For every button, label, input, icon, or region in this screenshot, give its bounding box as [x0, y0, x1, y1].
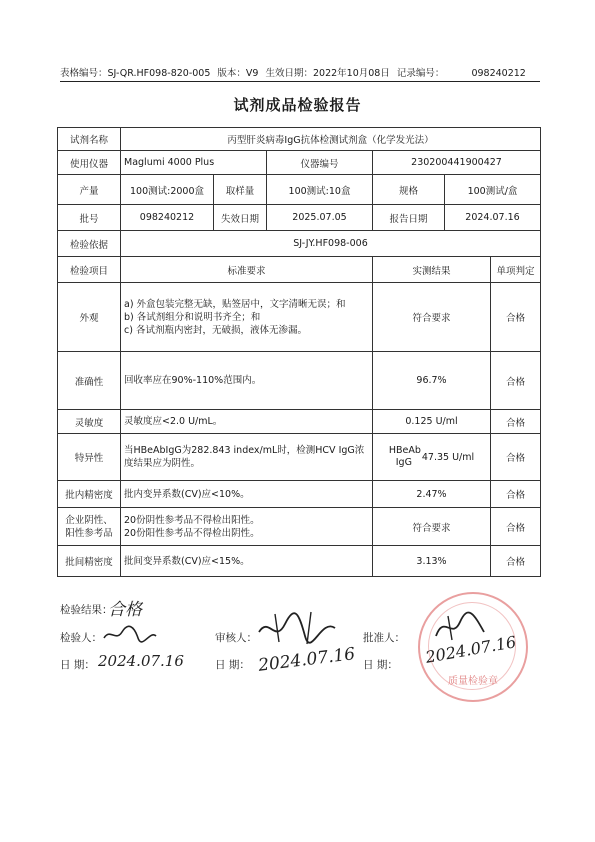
- date-label-reviewer: 日 期：: [215, 659, 250, 671]
- conclusion-label: 检验结果：: [60, 604, 113, 616]
- approver-date-handwritten: 2024.07.16: [424, 632, 518, 667]
- report-table: [57, 127, 541, 577]
- item-intra-batch: 批内精密度: [58, 481, 121, 508]
- reviewer-label: 审核人：: [215, 632, 257, 644]
- row-basis: [58, 231, 541, 257]
- basis: SJ-JY.HF098-006: [121, 231, 541, 257]
- table-row-accuracy: [58, 352, 541, 410]
- row-yield: [58, 175, 541, 205]
- item-accuracy: 准确性: [58, 352, 121, 410]
- req-inter-batch: 批间变异系数(CV)应<15%。: [121, 546, 373, 577]
- result-specificity-value: 47.35 U/ml: [421, 451, 475, 463]
- table-row-reference: [58, 508, 541, 546]
- lot: 098240212: [121, 205, 214, 231]
- table-row-intra-batch: [58, 481, 541, 508]
- verdict-sensitivity: 合格: [491, 410, 541, 434]
- sample: 100测试:10盒: [267, 175, 373, 205]
- verdict-accuracy: 合格: [491, 352, 541, 410]
- conclusion-handwritten: 合格: [108, 600, 142, 620]
- table-row-specificity: [58, 434, 541, 481]
- req-accuracy: 回收率应在90%-110%范围内。: [121, 352, 373, 410]
- verdict-intra-batch: 合格: [491, 481, 541, 508]
- req-reference-1: 20份阴性参考品不得检出阳性。: [124, 514, 260, 526]
- report-date-label: 报告日期: [373, 205, 445, 231]
- reagent-name-label: 试剂名称: [58, 128, 121, 151]
- req-appearance-b: b) 各试剂组分和说明书齐全；和: [124, 311, 261, 323]
- col-result: 实测结果: [373, 257, 491, 283]
- req-appearance: [121, 283, 373, 352]
- result-inter-batch: 3.13%: [373, 546, 491, 577]
- inspector-label: 检验人：: [60, 632, 102, 644]
- result-specificity: [373, 434, 491, 481]
- quality-seal-text: 质量检验章: [448, 676, 498, 687]
- item-sensitivity: 灵敏度: [58, 410, 121, 434]
- item-reference: [58, 508, 121, 546]
- date-label-approver: 日 期：: [363, 659, 398, 671]
- col-standard: 标准要求: [121, 257, 373, 283]
- result-sensitivity: 0.125 U/ml: [373, 410, 491, 434]
- result-appearance: 符合要求: [373, 283, 491, 352]
- row-instrument: [58, 151, 541, 175]
- verdict-appearance: 合格: [491, 283, 541, 352]
- result-intra-batch: 2.47%: [373, 481, 491, 508]
- req-sensitivity: 灵敏度应<2.0 U/mL。: [121, 410, 373, 434]
- instrument: Maglumi 4000 Plus: [121, 151, 267, 175]
- req-reference-2: 20份阳性参考品不得检出阴性。: [124, 527, 260, 539]
- item-reference-line1: 企业阴性、: [65, 514, 113, 526]
- spec-label: 规格: [373, 175, 445, 205]
- instrument-label: 使用仪器: [58, 151, 121, 175]
- item-inter-batch: 批间精密度: [58, 546, 121, 577]
- version: 版本：V9: [217, 68, 259, 79]
- item-reference-line2: 阳性参考品: [65, 527, 113, 539]
- lot-label: 批号: [58, 205, 121, 231]
- record-number-label: 记录编号：: [396, 68, 445, 79]
- document-header: [60, 65, 540, 82]
- verdict-inter-batch: 合格: [491, 546, 541, 577]
- table-row-sensitivity: [58, 410, 541, 434]
- expiry-label: 失效日期: [214, 205, 267, 231]
- item-specificity: 特异性: [58, 434, 121, 481]
- col-item: 检验项目: [58, 257, 121, 283]
- date-label-inspector: 日 期：: [60, 659, 95, 671]
- sample-label: 取样量: [214, 175, 267, 205]
- item-appearance: 外观: [58, 283, 121, 352]
- quality-seal: [418, 592, 528, 702]
- record-number: 098240212: [471, 68, 526, 79]
- form-number: 表格编号：SJ-QR.HF098-820-005: [60, 68, 211, 79]
- report-date: 2024.07.16: [445, 205, 541, 231]
- reagent-name: 丙型肝炎病毒IgG抗体检测试剂盒（化学发光法）: [121, 128, 541, 151]
- spec: 100测试/盒: [445, 175, 541, 205]
- yield: 100测试:2000盒: [121, 175, 214, 205]
- col-verdict: 单项判定: [491, 257, 541, 283]
- req-specificity: 当HBeAbIgG为282.843 index/mL时，检测HCV IgG浓度结果应为阴性。: [121, 434, 373, 481]
- row-lot: [58, 205, 541, 231]
- reviewer-signature: [255, 608, 340, 648]
- expiry: 2025.07.05: [267, 205, 373, 231]
- instrument-no: 230200441900427: [373, 151, 541, 175]
- reviewer-date-handwritten: 2024.07.16: [257, 644, 357, 676]
- result-accuracy: 96.7%: [373, 352, 491, 410]
- inspector-date-handwritten: 2024.07.16: [98, 652, 184, 670]
- req-reference: [121, 508, 373, 546]
- approver-label: 批准人：: [363, 632, 405, 644]
- table-row-inter-batch: [58, 546, 541, 577]
- effective-date: 生效日期：2022年10月08日: [265, 68, 390, 79]
- table-column-headers: [58, 257, 541, 283]
- req-appearance-c: c) 各试剂瓶内密封，无破损，液体无渗漏。: [124, 324, 307, 336]
- table-row-appearance: [58, 283, 541, 352]
- row-reagent-name: [58, 128, 541, 151]
- verdict-specificity: 合格: [491, 434, 541, 481]
- verdict-reference: 合格: [491, 508, 541, 546]
- instrument-no-label: 仪器编号: [267, 151, 373, 175]
- page-title: 试剂成品检验报告: [233, 96, 362, 114]
- inspector-signature: [100, 622, 160, 646]
- req-intra-batch: 批内变异系数(CV)应<10%。: [121, 481, 373, 508]
- yield-label: 产量: [58, 175, 121, 205]
- req-appearance-a: a) 外盒包装完整无缺，贴签居中，文字清晰无误；和: [124, 298, 346, 310]
- basis-label: 检验依据: [58, 231, 121, 257]
- result-reference: 符合要求: [373, 508, 491, 546]
- result-specificity-label: HBeAb IgG: [388, 445, 421, 468]
